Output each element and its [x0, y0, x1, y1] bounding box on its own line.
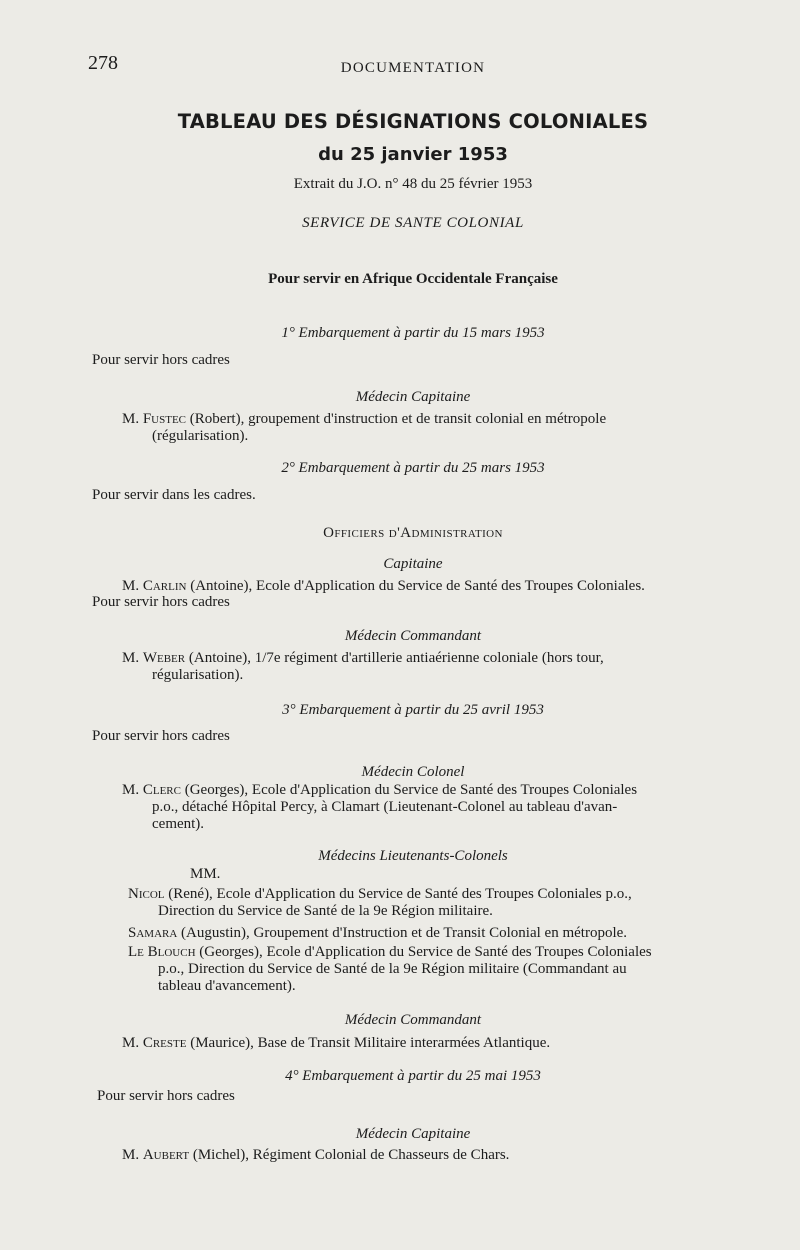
entry-text: (Augustin), Groupement d'Instruction et de Transit Colonial en métropole. [177, 925, 628, 941]
rank-heading: Médecins Lieutenants-Colonels [318, 848, 508, 864]
embarkation-heading-4: 4° Embarquement à partir du 25 mai 1953 [285, 1068, 541, 1084]
officer-name: Nicol [128, 886, 165, 902]
entry-text: p.o., Direction du Service de Santé de la 9e Région militaire (Commandant au [158, 961, 627, 977]
entry-text: p.o., détaché Hôpital Percy, à Clamart (Lieutenant-Colonel au tableau d'avan- [152, 799, 618, 815]
rank-heading: Médecin Commandant [344, 628, 482, 644]
officer-name: Fustec [142, 411, 187, 427]
entry-text: régularisation). [152, 667, 244, 683]
entry-text: cement). [152, 816, 205, 832]
group-heading: Officiers d'Administration [323, 525, 503, 541]
rank-heading: Médecin Capitaine [355, 389, 471, 405]
section-note: Pour servir hors cadres [97, 1088, 235, 1104]
designation-entry [122, 578, 744, 595]
designation-entry [128, 944, 744, 995]
entry-prefix: M. [122, 782, 143, 798]
entry-prefix: M. [122, 411, 143, 427]
entry-prefix: M. [122, 650, 143, 666]
entry-prefix: M. [122, 1147, 143, 1163]
entry-prefix: M. [122, 578, 143, 594]
officer-name: Carlin [142, 578, 187, 594]
running-head: DOCUMENTATION [340, 60, 486, 76]
page-number: 278 [88, 52, 118, 74]
entry-text: (Georges), Ecole d'Application du Service de Santé des Troupes Coloniales [195, 944, 652, 960]
designation-entry [122, 1035, 744, 1052]
rank-heading: Médecin Colonel [361, 764, 465, 780]
officer-name: Aubert [142, 1147, 190, 1163]
entry-text: (Michel), Régiment Colonial de Chasseurs de Chars. [189, 1147, 510, 1163]
section-note: Pour servir dans les cadres. [92, 487, 256, 503]
designation-entry [128, 925, 744, 942]
designation-entry [122, 782, 744, 833]
officer-name: Le Blouch [128, 944, 196, 960]
entry-text: (Antoine), Ecole d'Application du Service de Santé des Troupes Coloniales. [186, 578, 645, 594]
plural-honorific: MM. [190, 866, 221, 882]
designation-entry [122, 411, 744, 445]
document-date: du 25 janvier 1953 [318, 144, 508, 165]
officer-name: Creste [142, 1035, 187, 1051]
entry-text: Direction du Service de Santé de la 9e Région militaire. [158, 903, 493, 919]
officer-name: Weber [142, 650, 186, 666]
officer-name: Samara [128, 925, 178, 941]
rank-heading: Médecin Commandant [344, 1012, 482, 1028]
entry-text: tableau d'avancement). [158, 978, 296, 994]
entry-text: (Robert), groupement d'instruction et de transit colonial en métropole [186, 411, 607, 427]
embarkation-heading-3: 3° Embarquement à partir du 25 avril 1953 [282, 702, 544, 718]
extract-line: Extrait du J.O. n° 48 du 25 février 1953 [293, 176, 533, 192]
document-title: TABLEAU DES DÉSIGNATIONS COLONIALES [177, 110, 649, 133]
entry-text: (Maurice), Base de Transit Militaire interarmées Atlantique. [186, 1035, 551, 1051]
officer-name: Clerc [142, 782, 181, 798]
section-note: Pour servir hors cadres [92, 728, 230, 744]
embarkation-heading-1: 1° Embarquement à partir du 15 mars 1953 [281, 325, 545, 341]
designation-entry [122, 1147, 744, 1164]
entry-prefix: M. [122, 1035, 143, 1051]
entry-text: (Antoine), 1/7e régiment d'artillerie antiaérienne coloniale (hors tour, [185, 650, 604, 666]
rank-heading: Médecin Capitaine [355, 1126, 471, 1142]
destination-heading: Pour servir en Afrique Occidentale Française [268, 271, 558, 287]
designation-entry [122, 650, 744, 684]
entry-text: (René), Ecole d'Application du Service de Santé des Troupes Coloniales p.o., [164, 886, 632, 902]
entry-text: (Georges), Ecole d'Application du Service de Santé des Troupes Coloniales [180, 782, 638, 798]
rank-heading: Capitaine [383, 556, 443, 572]
designation-entry [128, 886, 744, 920]
embarkation-heading-2: 2° Embarquement à partir du 25 mars 1953 [281, 460, 545, 476]
section-note: Pour servir hors cadres [92, 594, 230, 610]
section-note: Pour servir hors cadres [92, 352, 230, 368]
service-heading: SERVICE DE SANTE COLONIAL [302, 215, 524, 231]
entry-text: (régularisation). [152, 428, 249, 444]
